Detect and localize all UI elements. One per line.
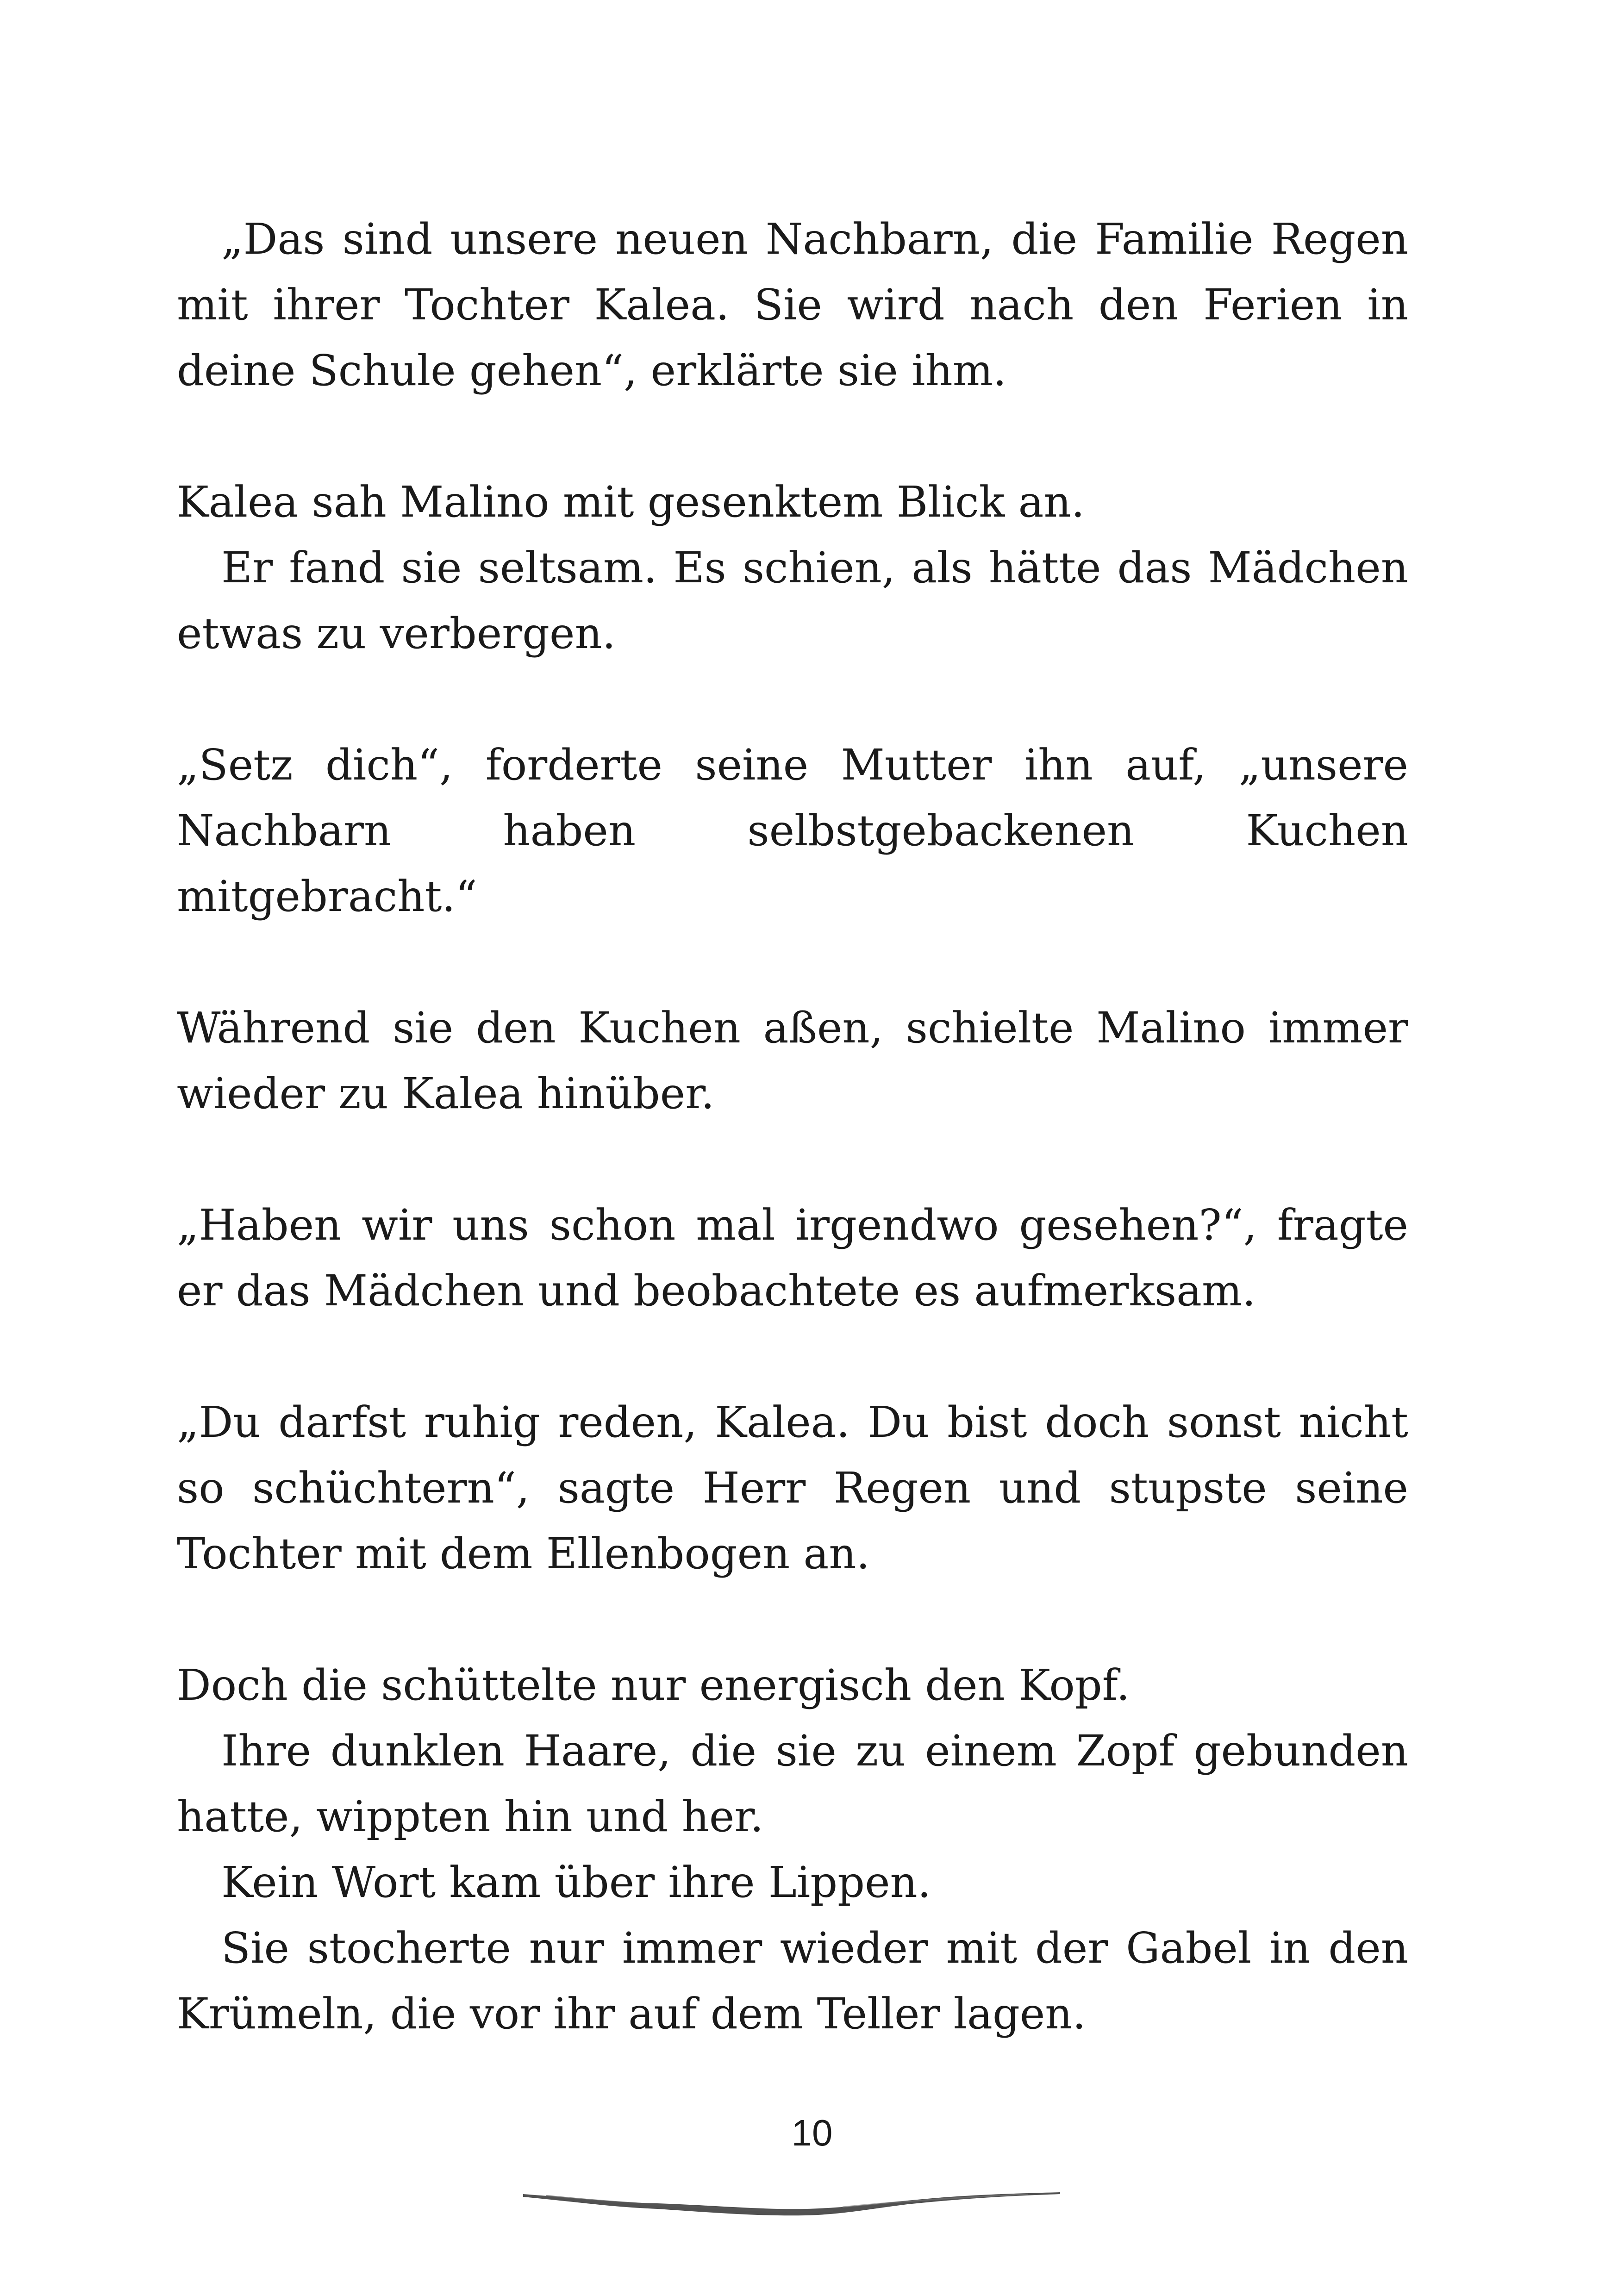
paragraph: „Das sind unsere neuen Nachbarn, die Familie Regen mit ihrer Tochter Kalea. Sie wird nach den Ferien in deine Schule gehen“, erklärte sie ihm. <box>177 214 1408 395</box>
paragraph: Er fand sie seltsam. Es schien, als hätte das Mädchen etwas zu verbergen. <box>177 543 1408 658</box>
page-number: 10 <box>791 2112 833 2153</box>
paragraph: Kalea sah Malino mit gesenktem Blick an. <box>177 477 1085 527</box>
paragraph: Sie stocherte nur immer wieder mit der Gabel in den Krümeln, die vor ihr auf dem Teller lagen. <box>177 1923 1408 2039</box>
paragraph: Ihre dunklen Haare, die sie zu einem Zopf gebunden hatte, wippten hin und her. <box>177 1726 1408 1841</box>
paragraph: „Setz dich“, forderte seine Mutter ihn auf, „unsere Nachbarn haben selbstgebackenen Kuchen mitgebracht.“ <box>177 740 1408 921</box>
body-text <box>177 206 1408 2047</box>
paragraph: Kein Wort kam über ihre Lippen. <box>221 1858 931 1907</box>
paragraph: „Haben wir uns schon mal irgendwo gesehen?“, fragte er das Mädchen und beobachtete es aufmerksam. <box>177 1200 1408 1316</box>
paragraph: Während sie den Kuchen aßen, schielte Malino immer wieder zu Kalea hinüber. <box>177 1003 1408 1118</box>
paragraph: Doch die schüttelte nur energisch den Kopf. <box>177 1660 1130 1710</box>
brush-stroke-ornament-icon <box>518 2176 1065 2231</box>
paragraph: „Du darfst ruhig reden, Kalea. Du bist doch sonst nicht so schüchtern“, sagte Herr Regen und stupste seine Tochter mit dem Ellenbogen an. <box>177 1397 1408 1578</box>
